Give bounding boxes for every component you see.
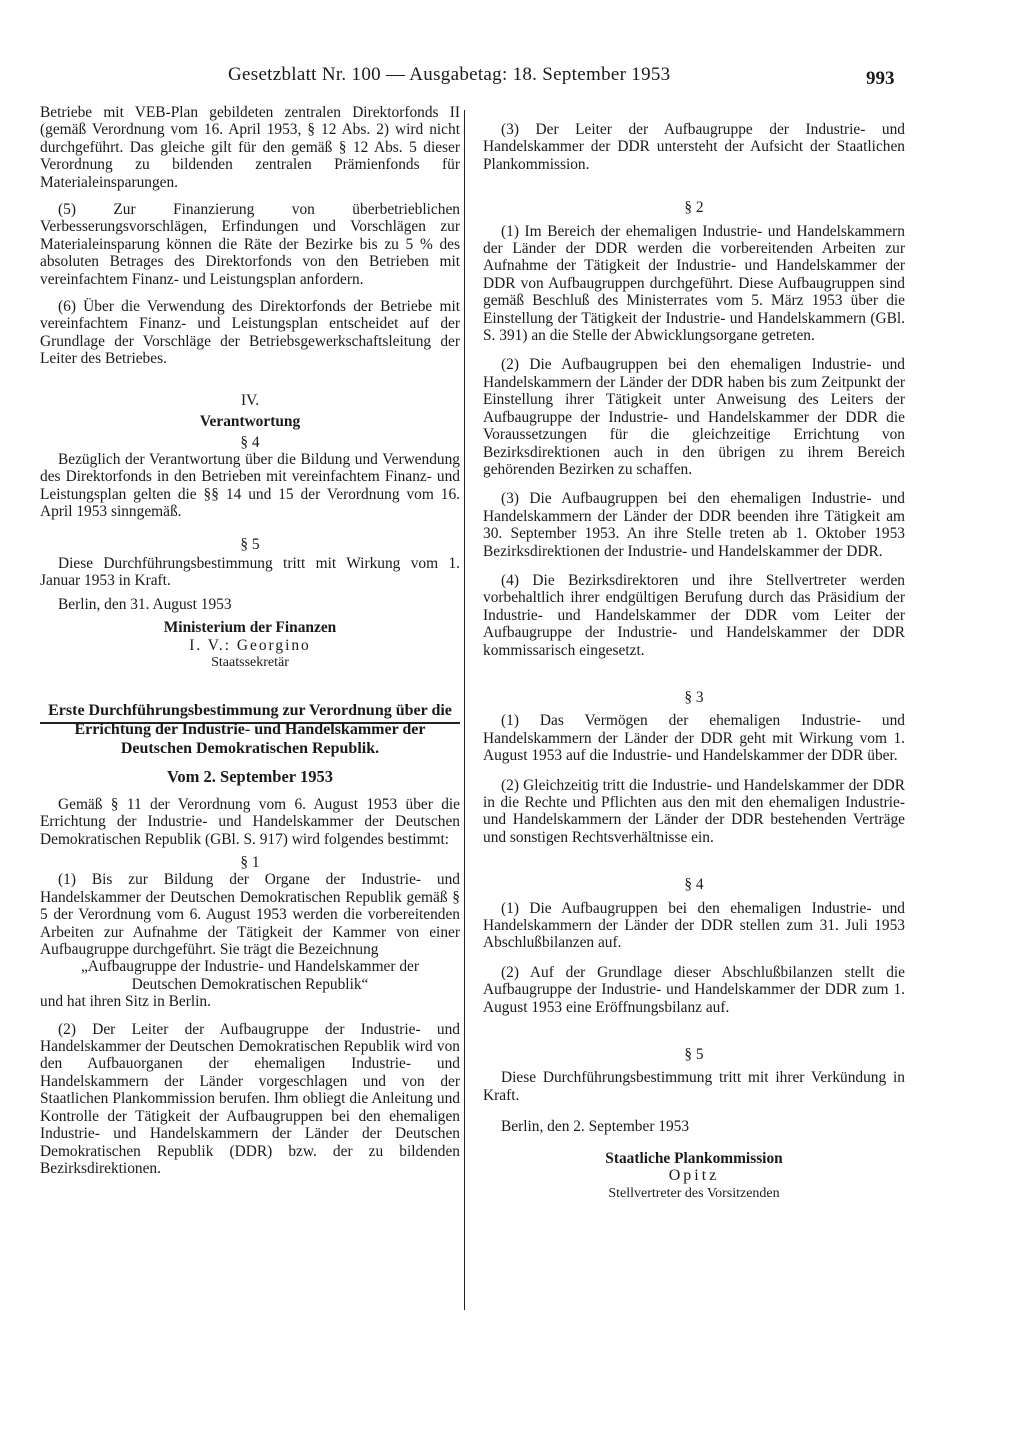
- paragraph-text: (1) Die Aufbaugruppen bei den ehemaligen Industrie- und Handelskammern der Länder der DDR stellen zum 31. Juli 1953 Abschlußbilanzen auf.: [483, 899, 905, 952]
- signatory-title: Stellvertreter des Vorsitzenden: [608, 1185, 780, 1201]
- paragraph-heading: § 3: [684, 688, 704, 706]
- paragraph-text: (4) Die Bezirksdirektoren und ihre Stellvertreter werden vorbehaltlich ihrer endgültigen Berufung durch das Präsidium der Industrie- und Handelskammer der DDR vom Leiter der Aufbaugruppe der Industrie- und Handelskammer der DDR kommissarisch eingesetzt.: [483, 571, 905, 659]
- paragraph-text: Bezüglich der Verantwortung über die Bildung und Verwendung des Direktorfonds in den Betrieben mit vereinfachtem Finanz- und Leistungsplan gelten die §§ 14 und 15 der Verordnung vom 16. April 1953 sinngemäß.: [40, 450, 460, 521]
- signatory-title: Staatssekretär: [211, 654, 289, 670]
- place-date: Berlin, den 2. September 1953: [501, 1118, 690, 1136]
- paragraph-text: (2) Gleichzeitig tritt die Industrie- und Handelskammer der DDR in die Rechte und Pflichten aus den mit den ehemaligen Industrie- und Handelskammern der Länder der DDR bestehenden Verträge und sonstigen Rechtsverhältnisse ein.: [483, 776, 905, 846]
- right-column: [483, 121, 905, 1202]
- signatory: Opitz: [668, 1167, 720, 1185]
- paragraph-text: Diese Durchführungsbestimmung tritt mit Wirkung vom 1. Januar 1953 in Kraft.: [40, 554, 460, 590]
- quoted-designation: „Aufbaugruppe der Industrie- und Handelskammer der Deutschen Demokratischen Republik“: [80, 958, 420, 993]
- paragraph-text: (3) Die Aufbaugruppen bei den ehemaligen Industrie- und Handelskammern der Länder der DDR beenden ihre Tätigkeit am 30. September 1953. An ihre Stelle treten ab 1. Oktober 1953 Bezirksdirektionen der Industrie- und Handelskammer der DDR.: [483, 490, 905, 560]
- paragraph-heading: § 4: [684, 876, 704, 894]
- paragraph-text: (2) Der Leiter der Aufbaugruppe der Industrie- und Handelskammer der Deutschen Demokratischen Republik wird von den Aufbauorganen der ehemaligen Industrie- und Handelskammern der Länder vorgeschlagen und von der Staatlichen Plankommission berufen. Ihm obliegt die Anleitung und Kontrolle der Tätigkeit der Aufbaugruppen bei den ehemaligen Industrie- und Handelskammern der Länder der Deutschen Demokratischen Republik (DDR) bzw. der zu bildenden Bezirksdirektionen.: [40, 1020, 460, 1177]
- place-date: Berlin, den 31. August 1953: [58, 595, 232, 613]
- decree-title: Erste Durchführungsbestimmung zur Verordnung über die Errichtung der Industrie- und Handelskammer der Deutschen Demokratischen Republik.: [48, 702, 452, 758]
- authority-name: Staatliche Plankommission: [605, 1149, 783, 1167]
- signatory: I. V.: Georgino: [189, 636, 311, 654]
- paragraph-text: (2) Die Aufbaugruppen bei den ehemaligen Industrie- und Handelskammern der Länder der DDR haben bis zum Zeitpunkt der Einstellung ihrer Tätigkeit unter Anweisung des Leiters der Aufbaugruppe der Industrie- und Handelskammer der DDR die Voraussetzungen für die gleichzeitige Errichtung von Bezirksdirektionen auch in den übrigen zu ihrem Bereich gehörenden Bezirken zu schaffen.: [483, 356, 905, 478]
- paragraph-text: (1) Das Vermögen der ehemaligen Industrie- und Handelskammern der Länder der DDR geht mit Wirkung vom 1. August 1953 auf die Industrie- und Handelskammer der DDR über.: [483, 712, 905, 765]
- paragraph-text: (3) Der Leiter der Aufbaugruppe der Industrie- und Handelskammer der DDR untersteht der Aufsicht der Staatlichen Plankommission.: [483, 121, 905, 173]
- running-title: Gesetzblatt Nr. 100 — Ausgabetag: 18. September 1953: [228, 64, 671, 85]
- paragraph-heading: § 1: [240, 854, 260, 871]
- page-number: 993: [866, 68, 895, 89]
- intro-paragraph: Gemäß § 11 der Verordnung vom 6. August 1953 über die Errichtung der Industrie- und Handelskammer der Deutschen Demokratischen Republik (GBl. S. 917) wird folgendes bestimmt:: [40, 795, 460, 848]
- paragraph-5: (5) Zur Finanzierung von überbetrieblichen Verbesserungsvorschlägen, Erfindungen und Vorschlägen zur Materialeinsparung können die Räte der Bezirke bis zu 5 % des absoluten Betrages des Direktorfonds von den Betrieben mit vereinfachtem Finanz- und Leistungsplan anfordern.: [40, 201, 460, 288]
- paragraph-text: (2) Auf der Grundlage dieser Abschlußbilanzen stellt die Aufbaugruppe der Industrie- und Handelskammer der DDR zum 1. August 1953 eine Eröffnungsbilanz auf.: [483, 963, 905, 1016]
- paragraph-6: (6) Über die Verwendung des Direktorfonds der Betriebe mit vereinfachtem Finanz- und Leistungsplan entscheidet auf der Grundlage der Vorschläge der Betriebsgewerkschaftsleitung der Leiter des Betriebes.: [40, 298, 460, 368]
- decree-date: Vom 2. September 1953: [167, 767, 333, 787]
- paragraph-text: (1) Im Bereich der ehemaligen Industrie- und Handelskammern der Länder der DDR werden die vorbereitenden Arbeiten zur Aufnahme der Tätigkeit der Industrie- und Handelskammer der DDR von Aufbaugruppen durchgeführt. Diese Aufbaugruppen sind gemäß Beschluß des Ministerrates vom 5. März 1953 über die Einstellung der Tätigkeit der Industrie- und Handelskammern (GBl. S. 391) an die Stelle der Abwicklungsorgane getreten.: [483, 222, 905, 345]
- ministry-name: Ministerium der Finanzen: [163, 619, 337, 637]
- paragraph-heading: § 4: [240, 433, 260, 451]
- paragraph-heading: § 2: [684, 199, 704, 217]
- column-divider: [464, 110, 465, 1310]
- left-column: [40, 104, 460, 1177]
- paragraph-heading: § 5: [684, 1046, 704, 1064]
- paragraph-text: Diese Durchführungsbestimmung tritt mit ihrer Verkündung in Kraft.: [483, 1069, 905, 1104]
- section-title: Verantwortung: [199, 413, 301, 431]
- paragraph-heading: § 5: [240, 535, 260, 553]
- paragraph-text: und hat ihren Sitz in Berlin.: [40, 993, 211, 1011]
- paragraph-text: (1) Bis zur Bildung der Organe der Industrie- und Handelskammer der Deutschen Demokratischen Republik gemäß § 5 der Verordnung vom 6. August 1953 werden die vorbereitenden Arbeiten zur Aufnahme der Tätigkeit der Kammer von einer Aufbaugruppe durchgeführt. Sie trägt die Bezeichnung: [40, 871, 460, 959]
- paragraph-continuation: Betriebe mit VEB-Plan gebildeten zentralen Direktorfonds II (gemäß Verordnung vom 16. April 1953, § 12 Abs. 2) wird nicht durchgeführt. Das gleiche gilt für den gemäß § 12 Abs. 5 dieser Verordnung zu bildenden zentralen Prämienfonds für Materialeinsparungen.: [40, 104, 460, 191]
- section-number: IV.: [240, 391, 260, 409]
